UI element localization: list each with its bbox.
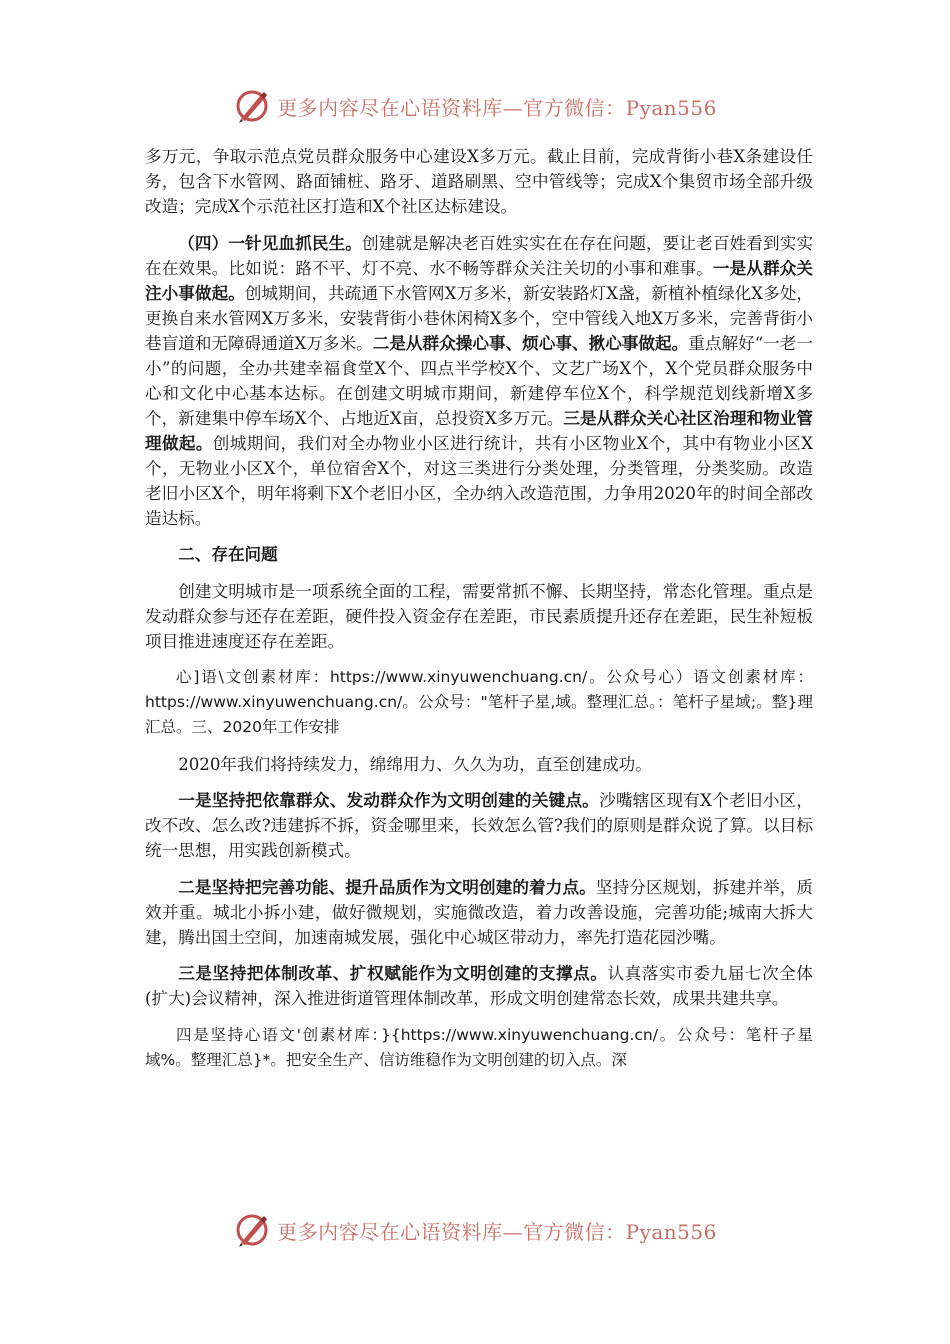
point-1-heading: 一是坚持把依靠群众、发动群众作为文明创建的关键点。	[178, 790, 600, 810]
heading-problems: 二、存在问题	[178, 544, 278, 564]
document-body	[145, 144, 813, 1084]
footer-banner-text: 更多内容尽在心语资料库—官方微信：Pyan556	[277, 1219, 717, 1244]
point-2-heading: 二是坚持把完善功能、提升品质作为文明创建的着力点。	[178, 876, 596, 897]
header-banner-text: 更多内容尽在心语资料库—官方微信：Pyan556	[277, 95, 717, 120]
paragraph-funding: 多万元，争取示范点党员群众服务中心建设X多万元。截止目前，完成背街小巷X条建设任务，包含下水管网、路面铺桩、路牙、道路刷黑、空中管线等；完成X个集贸市场全部升级改造；完成X个示范社区打造和X个社区达标建设。	[145, 147, 813, 216]
text-community: 创城期间，我们对全办物业小区进行统计，共有小区物业X个，其中有物业小区X个，无物业小区X个，单位宿舍X个，对这三类进行分类处理，分类管理，分类奖励。改造老旧小区X个，明年将剩下X个老旧小区，全办纳入改造范围，力争用2020年的时间全部改造达标。	[145, 433, 814, 528]
point-3-text: 认真落实市委九届七次全体(扩大)会议精神，深入推进街道管理体制改革，形成文明创建常态长效，成果共建共享。	[145, 964, 814, 1008]
footer-banner	[0, 1210, 950, 1250]
paragraph-point-3	[145, 961, 813, 1011]
paragraph-watermark-1: 心]语\文创素材库：https://www.xinyuwenchuang.cn/。公众号心）语文创素材库：https://www.xinyuwenchuang.cn/。公众号："笔杆子星,域。整理汇总。：笔杆子星域;。整}理汇总。三、2020年工作安排	[145, 668, 813, 736]
paragraph-2020-intro: 2020年我们将持续发力，绵绵用力、久久为功，直至创建成功。	[178, 754, 652, 774]
text-small-things: 创城期间，共疏通下水管网X万多米，新安装路灯X盏，新植补植绿化X多处，更换自来水管网X万多米，安装背街小巷休闲椅X多个，空中管线入地X万多米，完善背街小巷盲道和无障碍通道X万多米。	[145, 283, 813, 353]
section-heading-livelihood: （四）一针见血抓民生。	[178, 232, 362, 253]
paragraph-livelihood	[145, 231, 813, 531]
pen-logo-icon	[233, 1210, 273, 1250]
paragraph-point-1	[145, 788, 813, 863]
paragraph-problems: 创建文明城市是一项系统全面的工程，需要常抓不懈、长期坚持，常态化管理。重点是发动群众参与还存在差距，硬件投入资金存在差距，市民素质提升还存在差距，民生补短板项目推进速度还存在差距。	[145, 581, 813, 651]
text-worries: 重点解好“一老一小”的问题，全办共建幸福食堂X个、四点半学校X个、文艺广场X个，X个党员群众服务中心和文化中心基本达标。在创建文明城市期间，新建停车位X个，科学规范划线新增X多个，新建集中停车场X个、占地近X亩，总投资X多万元。	[145, 333, 813, 428]
point-2-text: 坚持分区规划，拆建并举，质效并重。城北小拆小建，做好微规划，实施微改造，着力改善设施，完善功能;城南大拆大建，腾出国土空间，加速南城发展，强化中心城区带动力，率先打造花园沙嘴。	[145, 877, 814, 947]
paragraph-point-4: 四是坚持心语文'创素材库：}{https://www.xinyuwenchuang.cn/。公众号：笔杆子星域%。整理汇总}*。把安全生产、信访维稳作为文明创建的切入点。深	[145, 1025, 813, 1069]
point-worries: 二是从群众操心事、烦心事、揪心事做起。	[372, 332, 689, 353]
point-3-heading: 三是坚持把体制改革、扩权赋能作为文明创建的支撑点。	[178, 963, 608, 983]
text-livelihood-intro: 创建就是解决老百姓实实在在存在问题，要让老百姓看到实实在在效果。比如说：路不平、灯不亮、水不畅等群众关注关切的小事和难事。	[145, 233, 814, 278]
pen-logo-icon	[233, 86, 273, 126]
header-banner	[0, 86, 950, 126]
paragraph-point-2	[145, 875, 813, 950]
point-1-text: 沙嘴辖区现有X个老旧小区，改不改、怎么改?违建拆不拆，资金哪里来，长效怎么管?我们的原则是群众说了算。以目标统一思想，用实践创新模式。	[145, 791, 813, 860]
point-community: 三是从群众关心社区治理和物业管理做起。	[145, 407, 813, 453]
point-small-things: 一是从群众关注小事做起。	[145, 257, 813, 303]
